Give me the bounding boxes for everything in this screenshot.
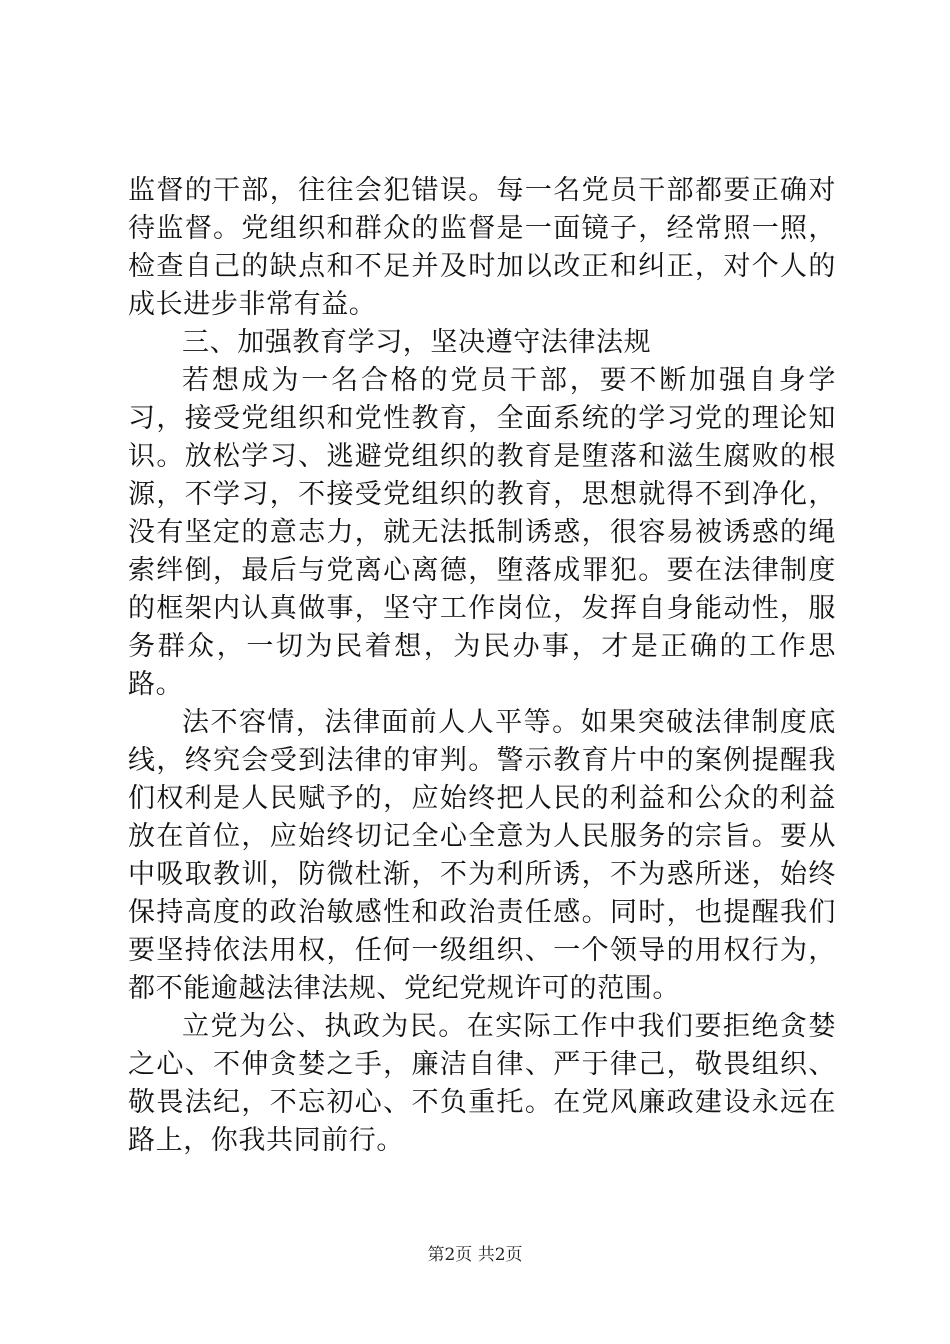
paragraph-1: 若想成为一名合格的党员干部，要不断加强自身学习，接受党组织和党性教育，全面系统的学习党的理论知识。放松学习、逃避党组织的教育是堕落和滋生腐败的根源，不学习，不接受党组织的教育，思想就得不到净化，没有坚定的意志力，就无法抵制诱惑，很容易被诱惑的绳索绊倒，最后与党离心离德，堕落成罪犯。要在法律制度的框架内认真做事，坚守工作岗位，发挥自身能动性，服务群众，一切为民着想，为民办事，才是正确的工作思路。: [128, 365, 836, 700]
page-footer: [0, 1244, 950, 1266]
section-heading: 三、加强教育学习，坚决遵守法律法规: [182, 327, 652, 358]
continued-paragraph: 监督的干部，往往会犯错误。每一名党员干部都要正确对待监督。党组织和群众的监督是一面镜子，经常照一照，检查自己的缺点和不足并及时加以改正和纠正，对个人的成长进步非常有益。: [128, 175, 836, 320]
paragraph-2: 法不容情，法律面前人人平等。如果突破法律制度底线，终究会受到法律的审判。警示教育片中的案例提醒我们权利是人民赋予的，应始终把人民的利益和公众的利益放在首位，应始终切记全心全意为人民服务的宗旨。要从中吸取教训，防微杜渐，不为利所诱，不为惑所迷，始终保持高度的政治敏感性和政治责任感。同时，也提醒我们要坚持依法用权，任何一级组织、一个领导的用权行为，都不能逾越法律法规、党纪党规许可的范围。: [128, 707, 836, 1004]
page-indicator: 第2页 共2页: [427, 1245, 523, 1265]
document-body: [128, 172, 836, 1160]
paragraph-3: 立党为公、执政为民。在实际工作中我们要拒绝贪婪之心、不伸贪婪之手，廉洁自律、严于律己，敬畏组织、敬畏法纪，不忘初心、不负重托。在党风廉政建设永远在路上，你我共同前行。: [128, 1011, 836, 1156]
